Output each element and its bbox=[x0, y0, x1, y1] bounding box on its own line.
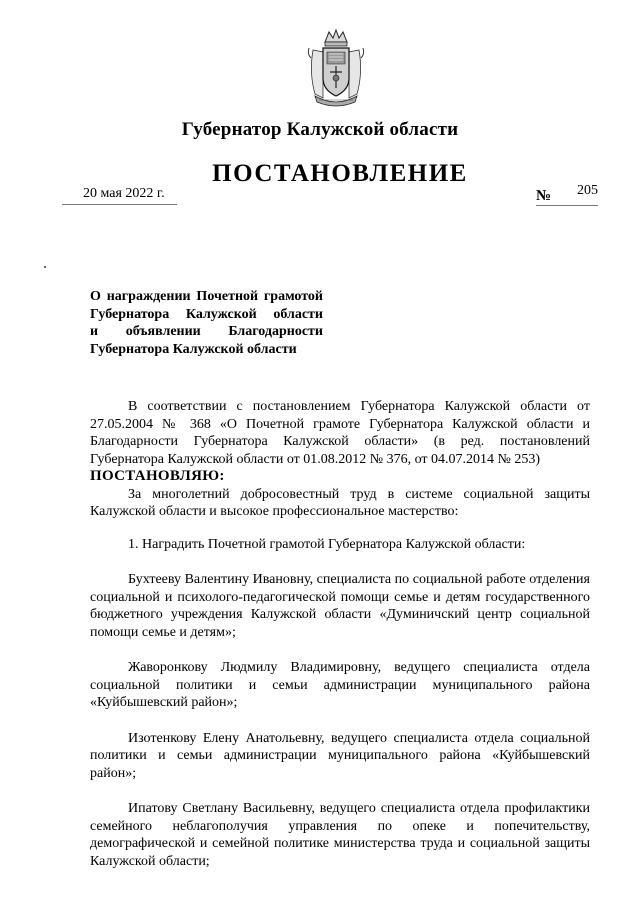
reason-paragraph: За многолетний добросовестный труд в системе социальной защиты Калужской области и высокое профессиональное мастерство: bbox=[90, 486, 590, 519]
document-date: 20 мая 2022 г. bbox=[83, 186, 165, 201]
preamble-paragraph: В соответствии с постановлением Губернатора Калужской области от 27.05.2004 № 368 «О Почетной грамоте Губернатора Калужской области и Благодарности Губернатора Калужской области» (в ред. постановлений Губернатора Калужской области от 01.08.2012 № 376, от 04.07.2014 № 253) bbox=[90, 399, 590, 467]
number-underline bbox=[536, 205, 598, 206]
issuing-authority: Губернатор Калужской области bbox=[181, 119, 459, 140]
recipient-paragraph: Жаворонкову Людмилу Владимировну, ведущего специалиста отдела социальной политики и семьи администрации муниципального района «Куйбышевский район»; bbox=[90, 660, 590, 710]
document-subject bbox=[90, 288, 323, 358]
kaluga-coat-of-arms-icon bbox=[305, 28, 367, 108]
document-type-title: ПОСТАНОВЛЕНИЕ bbox=[212, 160, 468, 187]
subject-line: и объявлении Благодарности bbox=[90, 324, 323, 339]
date-underline bbox=[62, 204, 177, 205]
recipient-paragraph: Изотенкову Елену Анатольевну, ведущего специалиста отдела социальной политики и семьи администрации муниципального района «Куйбышевский район»; bbox=[90, 730, 590, 781]
recipient-paragraph: Ипатову Светлану Васильевну, ведущего специалиста отдела профилактики семейного неблагополучия управления по опеке и попечительству, демографической и семейной политике министерства труда и социальной защиты Калужской области; bbox=[90, 801, 590, 869]
subject-line: Губернатора Калужской области bbox=[90, 341, 297, 357]
subject-line: Губернатора Калужской области bbox=[90, 306, 323, 322]
document-body bbox=[90, 398, 590, 870]
recipient-paragraph: Бухтееву Валентину Ивановну, специалиста по социальной работе отделения социальной и психолого-педагогической помощи семье и детям государственного бюджетного учреждения Калужской области «Думиничский центр социальной помощи семье и детям»; bbox=[90, 572, 590, 640]
subject-line: О награждении Почетной грамотой bbox=[90, 289, 323, 304]
decree-item-1: 1. Наградить Почетной грамотой Губернатора Калужской области: bbox=[128, 536, 526, 552]
document-number: 205 bbox=[577, 183, 598, 198]
number-label: № bbox=[536, 188, 552, 204]
decree-word: ПОСТАНОВЛЯЮ: bbox=[90, 468, 225, 484]
scan-speck bbox=[44, 266, 46, 268]
